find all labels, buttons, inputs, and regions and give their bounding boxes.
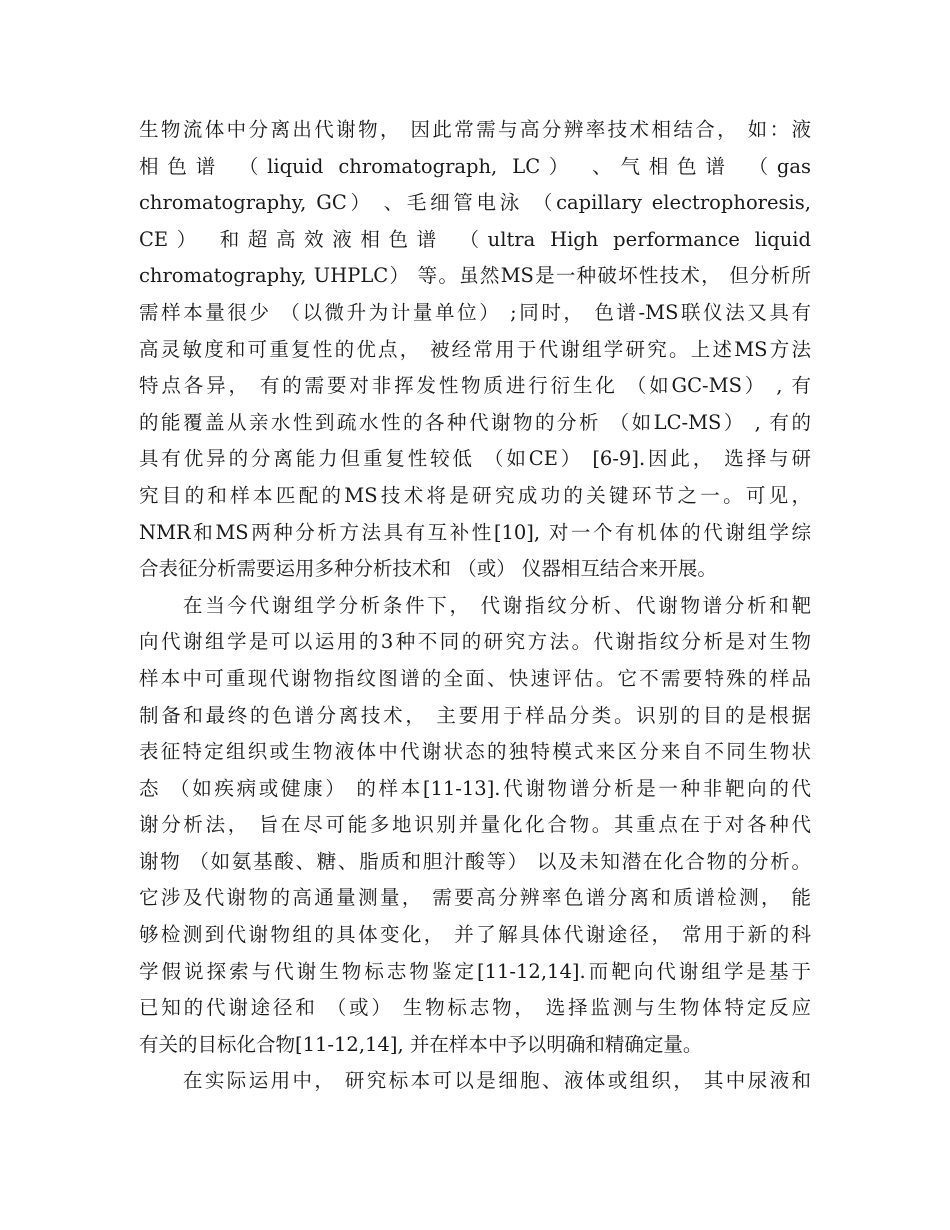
paragraph-1 xyxy=(139,112,811,588)
text-line: 在实际运用中， 研究标本可以是细胞、液体或组织， 其中尿液和 xyxy=(183,1069,811,1093)
text-line: 学假说探索与代谢生物标志物鉴定[11-12,14].而靶向代谢组学是基于 xyxy=(139,959,811,983)
text-line: 它涉及代谢物的高通量测量， 需要高分辨率色谱分离和质谱检测， 能 xyxy=(139,886,811,910)
text-line: 态 （如疾病或健康） 的样本[11-13].代谢物谱分析是一种非靶向的代 xyxy=(139,776,811,800)
body-text xyxy=(139,112,811,1100)
text-line: chromatography, UHPLC） 等。虽然MS是一种破坏性技术， 但分析所 xyxy=(139,264,811,288)
paragraph-3 xyxy=(139,1063,811,1100)
text-line: 究目的和样本匹配的MS技术将是研究成功的关键环节之一。可见， xyxy=(139,483,811,507)
text-line: CE） 和超高效液相色谱 （ultra High performance liquid xyxy=(139,227,811,251)
text-line: 谢物 （如氨基酸、糖、脂质和胆汁酸等） 以及未知潜在化合物的分析。 xyxy=(139,849,811,873)
text-line: 够检测到代谢物组的具体变化， 并了解具体代谢途径， 常用于新的科 xyxy=(139,923,811,947)
text-line: NMR和MS两种分析方法具有互补性[10], 对一个有机体的代谢组学综 xyxy=(139,520,811,544)
text-line: 有关的目标化合物[11-12,14], 并在样本中予以明确和精确定量。 xyxy=(139,1032,703,1056)
text-line: 样本中可重现代谢物指纹图谱的全面、快速评估。它不需要特殊的样品 xyxy=(139,666,811,690)
text-line: 表征特定组织或生物液体中代谢状态的独特模式来区分来自不同生物状 xyxy=(139,740,811,764)
text-line: chromatography, GC） 、毛细管电泳 （capillary electrophoresis, xyxy=(139,191,811,215)
text-line: 制备和最终的色谱分离技术， 主要用于样品分类。识别的目的是根据 xyxy=(139,703,811,727)
text-line: 在当今代谢组学分析条件下， 代谢指纹分析、代谢物谱分析和靶 xyxy=(183,593,811,617)
text-line: 需样本量很少 （以微升为计量单位） ;同时， 色谱-MS联仪法又具有 xyxy=(139,300,811,324)
text-line: 生物流体中分离出代谢物， 因此常需与高分辨率技术相结合， 如：液 xyxy=(139,118,811,141)
text-line: 已知的代谢途径和 （或） 生物标志物， 选择监测与生物体特定反应 xyxy=(139,996,811,1020)
text-line: 特点各异， 有的需要对非挥发性物质进行衍生化 （如GC-MS） , 有 xyxy=(139,374,811,398)
text-line: 谢分析法， 旨在尽可能多地识别并量化化合物。其重点在于对各种代 xyxy=(139,813,811,837)
text-line: 合表征分析需要运用多种分析技术和 （或） 仪器相互结合来开展。 xyxy=(139,557,717,581)
text-line: 向代谢组学是可以运用的3种不同的研究方法。代谢指纹分析是对生物 xyxy=(139,630,811,654)
paragraph-2 xyxy=(139,588,811,1064)
text-line: 高灵敏度和可重复性的优点， 被经常用于代谢组学研究。上述MS方法 xyxy=(139,337,811,361)
text-line: 的能覆盖从亲水性到疏水性的各种代谢物的分析 （如LC-MS） , 有的 xyxy=(139,410,811,434)
text-line: 具有优异的分离能力但重复性较低 （如CE） [6-9].因此， 选择与研 xyxy=(139,447,811,471)
text-line: 相色谱 （liquid chromatograph, LC） 、气相色谱 （gas xyxy=(139,154,811,178)
